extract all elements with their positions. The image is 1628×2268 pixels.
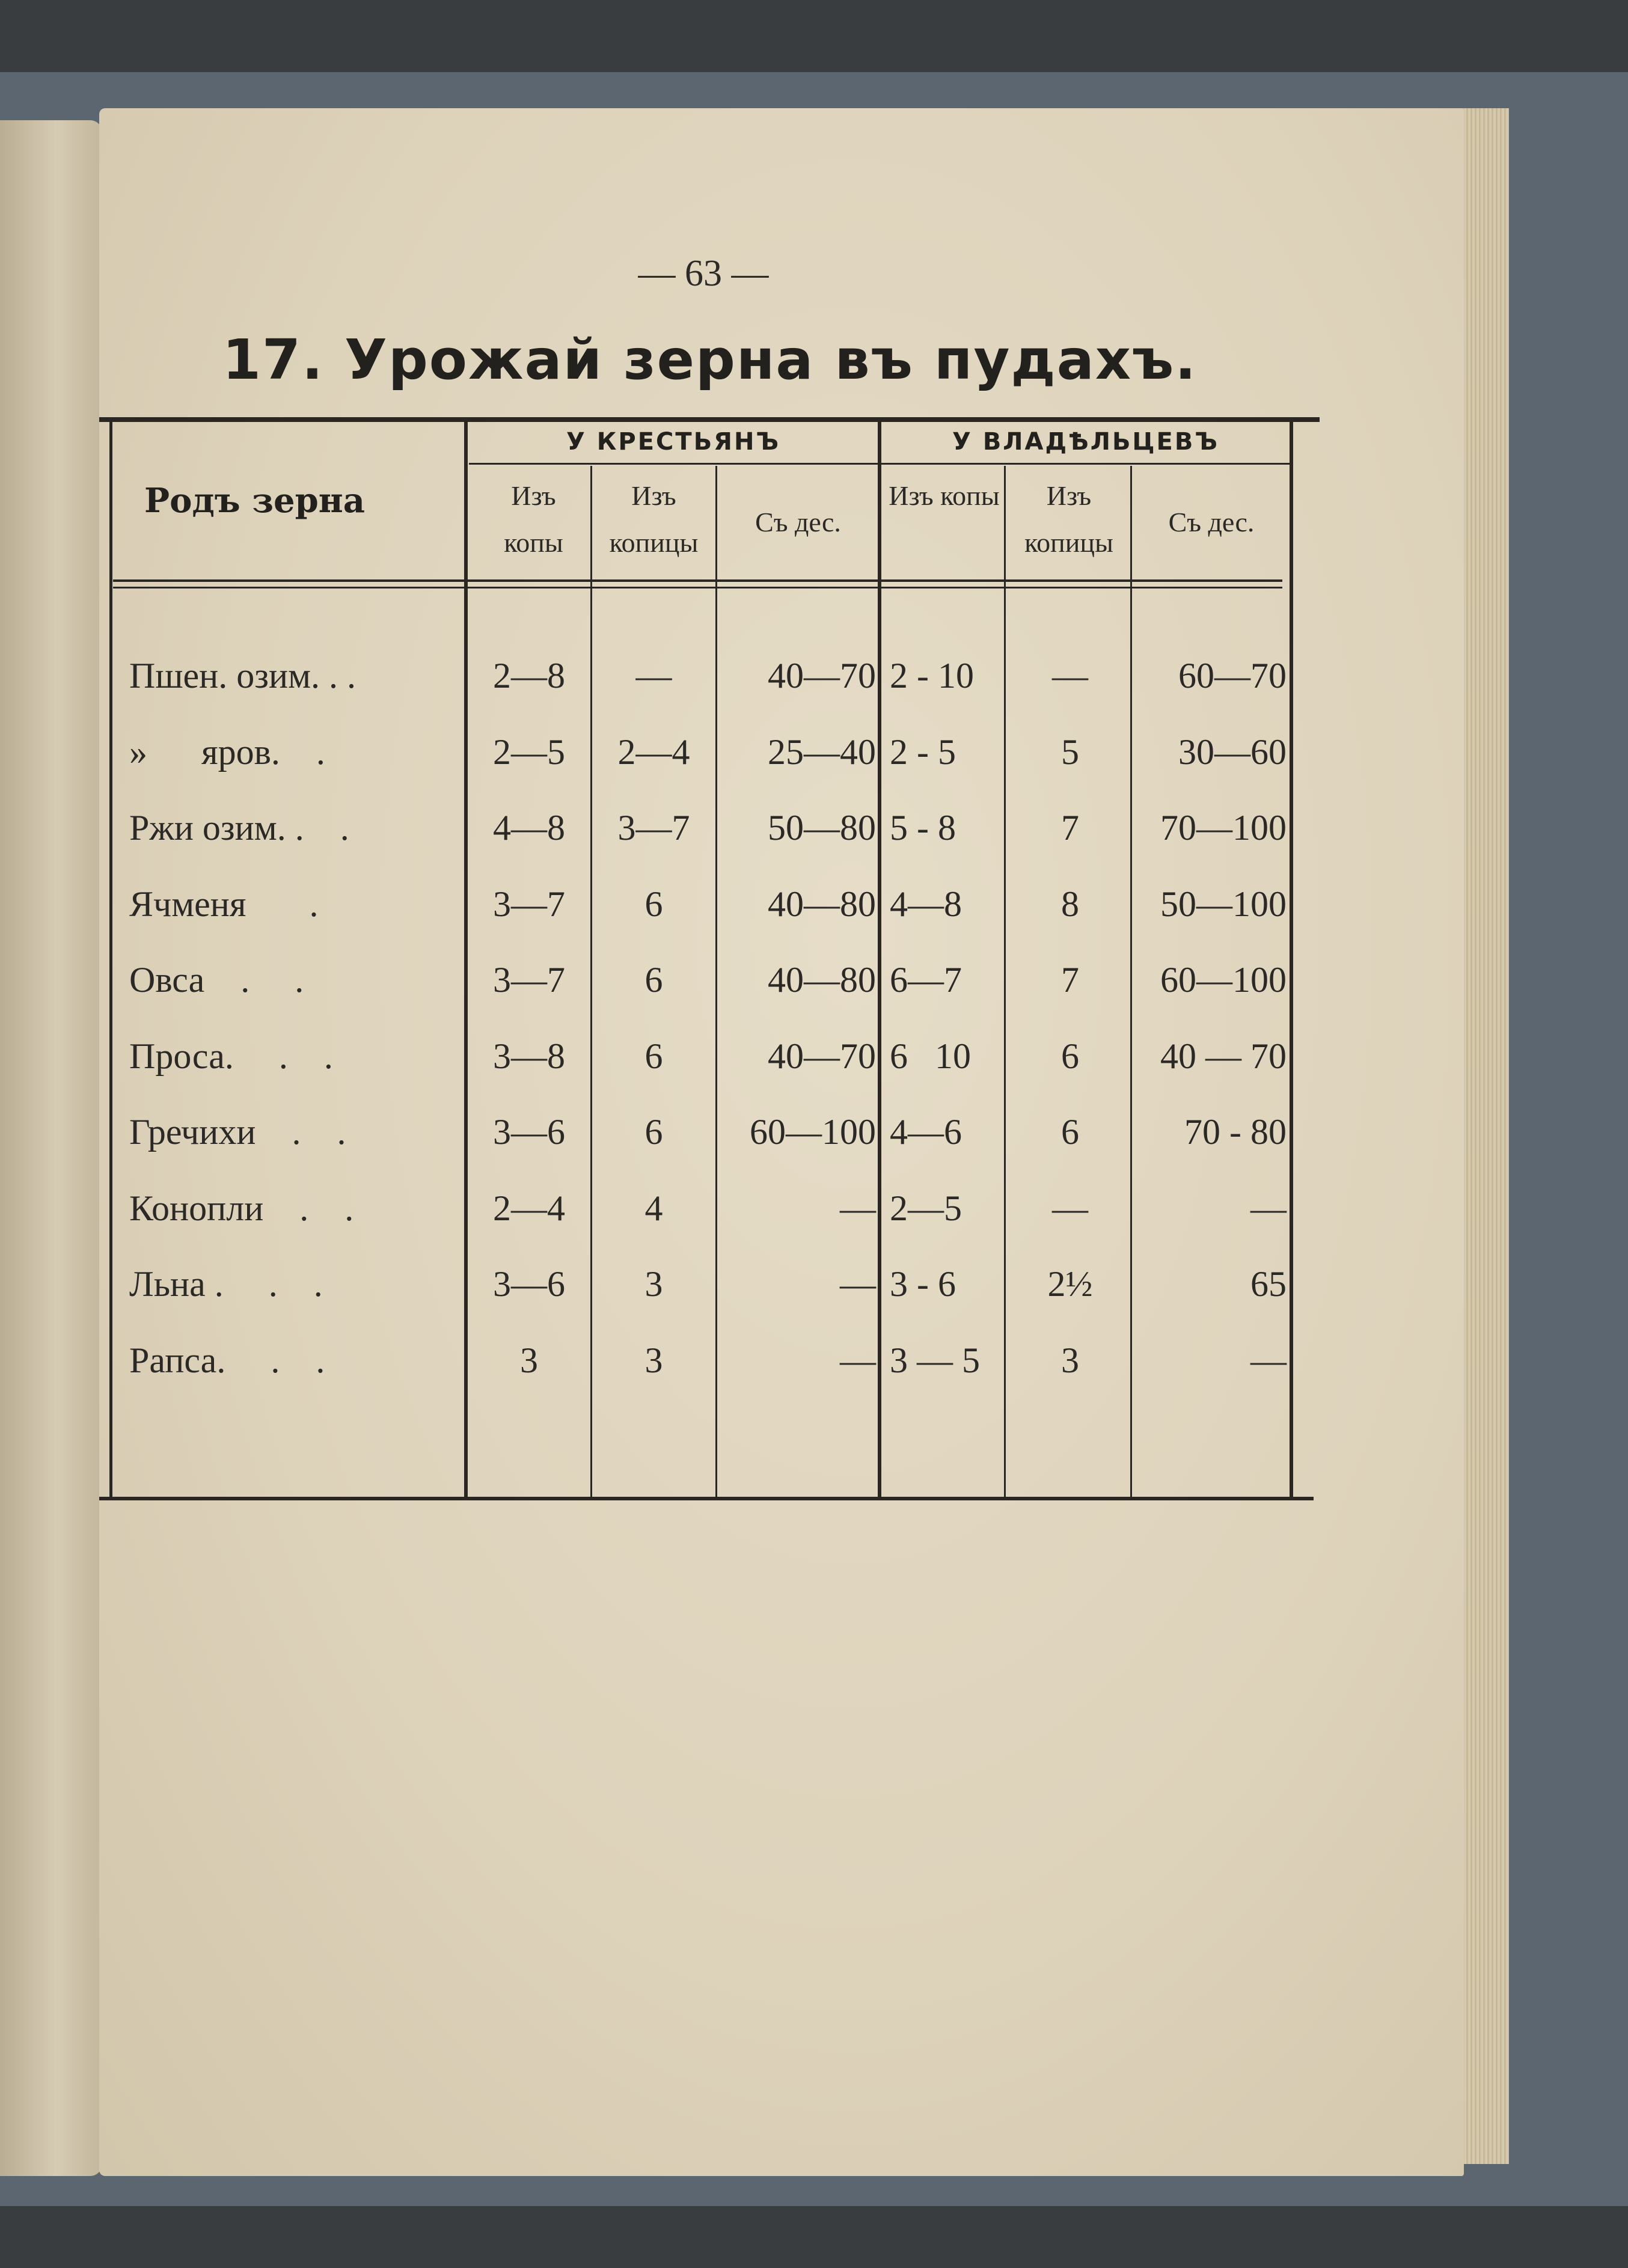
- table-cell: 3—6: [493, 1264, 565, 1304]
- table-cell: 2 - 10: [890, 656, 974, 695]
- table-cell: —: [1052, 656, 1088, 695]
- table-cell: 30—60: [1178, 732, 1287, 772]
- column-divider-2: [715, 466, 717, 1497]
- table-cell: —: [1250, 1340, 1287, 1380]
- grain-name: Льна . . .: [129, 1264, 323, 1304]
- table-cell: 3 — 5: [890, 1340, 980, 1380]
- table-cell: 6—7: [890, 960, 962, 1000]
- table-cell: 5: [1061, 732, 1079, 772]
- table-title: 17. Урожай зерна въ пудахъ.: [222, 328, 1198, 392]
- table-cell: 60—70: [1178, 656, 1287, 695]
- header-bottom-rule: [113, 579, 1282, 582]
- table-cell: —: [840, 1188, 876, 1228]
- table-cell: 3—7: [493, 960, 565, 1000]
- column-header: Изъ копы: [504, 480, 563, 558]
- grain-name: Пшен. озим. . .: [129, 656, 357, 695]
- table-cell: 3 - 6: [890, 1264, 956, 1304]
- grain-name: Гречихи . .: [129, 1112, 346, 1152]
- table-cell: 6: [644, 1036, 663, 1076]
- column-header: Изъ копы: [889, 480, 1000, 511]
- table-cell: 50—80: [768, 808, 876, 848]
- table-cell: 25—40: [768, 732, 876, 772]
- table-cell: 40—80: [768, 884, 876, 924]
- grain-name: » яров. .: [129, 732, 325, 772]
- table-cell: 3: [520, 1340, 538, 1380]
- grain-name: Конопли . .: [129, 1188, 354, 1228]
- table-cell: 6: [644, 884, 663, 924]
- grain-name: Овса . .: [129, 960, 304, 1000]
- table-cell: 50—100: [1160, 884, 1287, 924]
- table-cell: 3—6: [493, 1112, 565, 1152]
- table-cell: —: [840, 1264, 876, 1304]
- table-cell: 2½: [1047, 1264, 1093, 1304]
- header-bottom-rule-2: [113, 587, 1282, 588]
- table-cell: 70 - 80: [1184, 1112, 1287, 1152]
- column-divider-names: [464, 422, 468, 1498]
- table-cell: —: [840, 1340, 876, 1380]
- table-cell: 6: [644, 960, 663, 1000]
- table-cell: 60—100: [750, 1112, 876, 1152]
- table-right-border: [1290, 422, 1293, 1498]
- table-cell: 4—6: [890, 1112, 962, 1152]
- column-header: Съ дес.: [755, 507, 841, 537]
- column-divider-groups: [878, 422, 881, 1498]
- table-cell: —: [1250, 1188, 1287, 1228]
- page-number: — 63 —: [638, 253, 769, 294]
- group-header-peasants: У КРЕСТЬЯНЪ: [566, 428, 781, 456]
- grain-name: Ржи озим. . .: [129, 808, 349, 848]
- grain-name: Рапса. . .: [129, 1340, 325, 1380]
- grain-name: Ячменя .: [129, 884, 319, 924]
- table-cell: 6: [1061, 1112, 1079, 1152]
- table-cell: 2 - 5: [890, 732, 956, 772]
- table-cell: 3: [644, 1340, 663, 1380]
- table-cell: 8: [1061, 884, 1079, 924]
- grain-name: Проса. . .: [129, 1036, 333, 1076]
- column-divider-5: [1130, 466, 1132, 1497]
- column-header: Изъ копицы: [609, 480, 699, 558]
- table-cell: 3—8: [493, 1036, 565, 1076]
- table-cell: 40—70: [768, 656, 876, 695]
- table-cell: 7: [1061, 808, 1079, 848]
- group-header-owners: У ВЛАДѢЛЬЦЕВЪ: [952, 428, 1219, 456]
- table-cell: 3—7: [493, 884, 565, 924]
- column-divider-4: [1004, 466, 1006, 1497]
- table-cell: 40 — 70: [1160, 1036, 1287, 1076]
- table-cell: 70—100: [1160, 808, 1287, 848]
- table-cell: 2—5: [890, 1188, 962, 1228]
- column-header: Изъ копицы: [1024, 480, 1113, 558]
- table-cell: 40—80: [768, 960, 876, 1000]
- table-top-rule: [99, 417, 1320, 422]
- table-cell: 2—5: [493, 732, 565, 772]
- table-cell: 2—8: [493, 656, 565, 695]
- column-divider-1: [590, 466, 592, 1497]
- table-cell: 65: [1250, 1264, 1287, 1304]
- left-page-edge: [0, 120, 102, 2176]
- table-cell: 4: [644, 1188, 663, 1228]
- table-cell: 5 - 8: [890, 808, 956, 848]
- table-left-border: [109, 422, 112, 1498]
- table-cell: 7: [1061, 960, 1079, 1000]
- row-header-label: Родъ зерна: [144, 481, 366, 521]
- table-cell: 60—100: [1160, 960, 1287, 1000]
- table-cell: 40—70: [768, 1036, 876, 1076]
- table-bottom-rule: [99, 1497, 1314, 1500]
- table-cell: —: [635, 656, 672, 695]
- table-cell: 3—7: [617, 808, 690, 848]
- table-cell: 6: [1061, 1036, 1079, 1076]
- table-cell: 3: [644, 1264, 663, 1304]
- table-cell: 4—8: [493, 808, 565, 848]
- table-cell: 4—8: [890, 884, 962, 924]
- table-cell: 6: [644, 1112, 663, 1152]
- table-cell: —: [1052, 1188, 1088, 1228]
- table-cell: 2—4: [617, 732, 690, 772]
- table-cell: 2—4: [493, 1188, 565, 1228]
- column-header: Съ дес.: [1168, 507, 1255, 537]
- table-cell: 3: [1061, 1340, 1079, 1380]
- table-cell: 6 10: [890, 1036, 971, 1076]
